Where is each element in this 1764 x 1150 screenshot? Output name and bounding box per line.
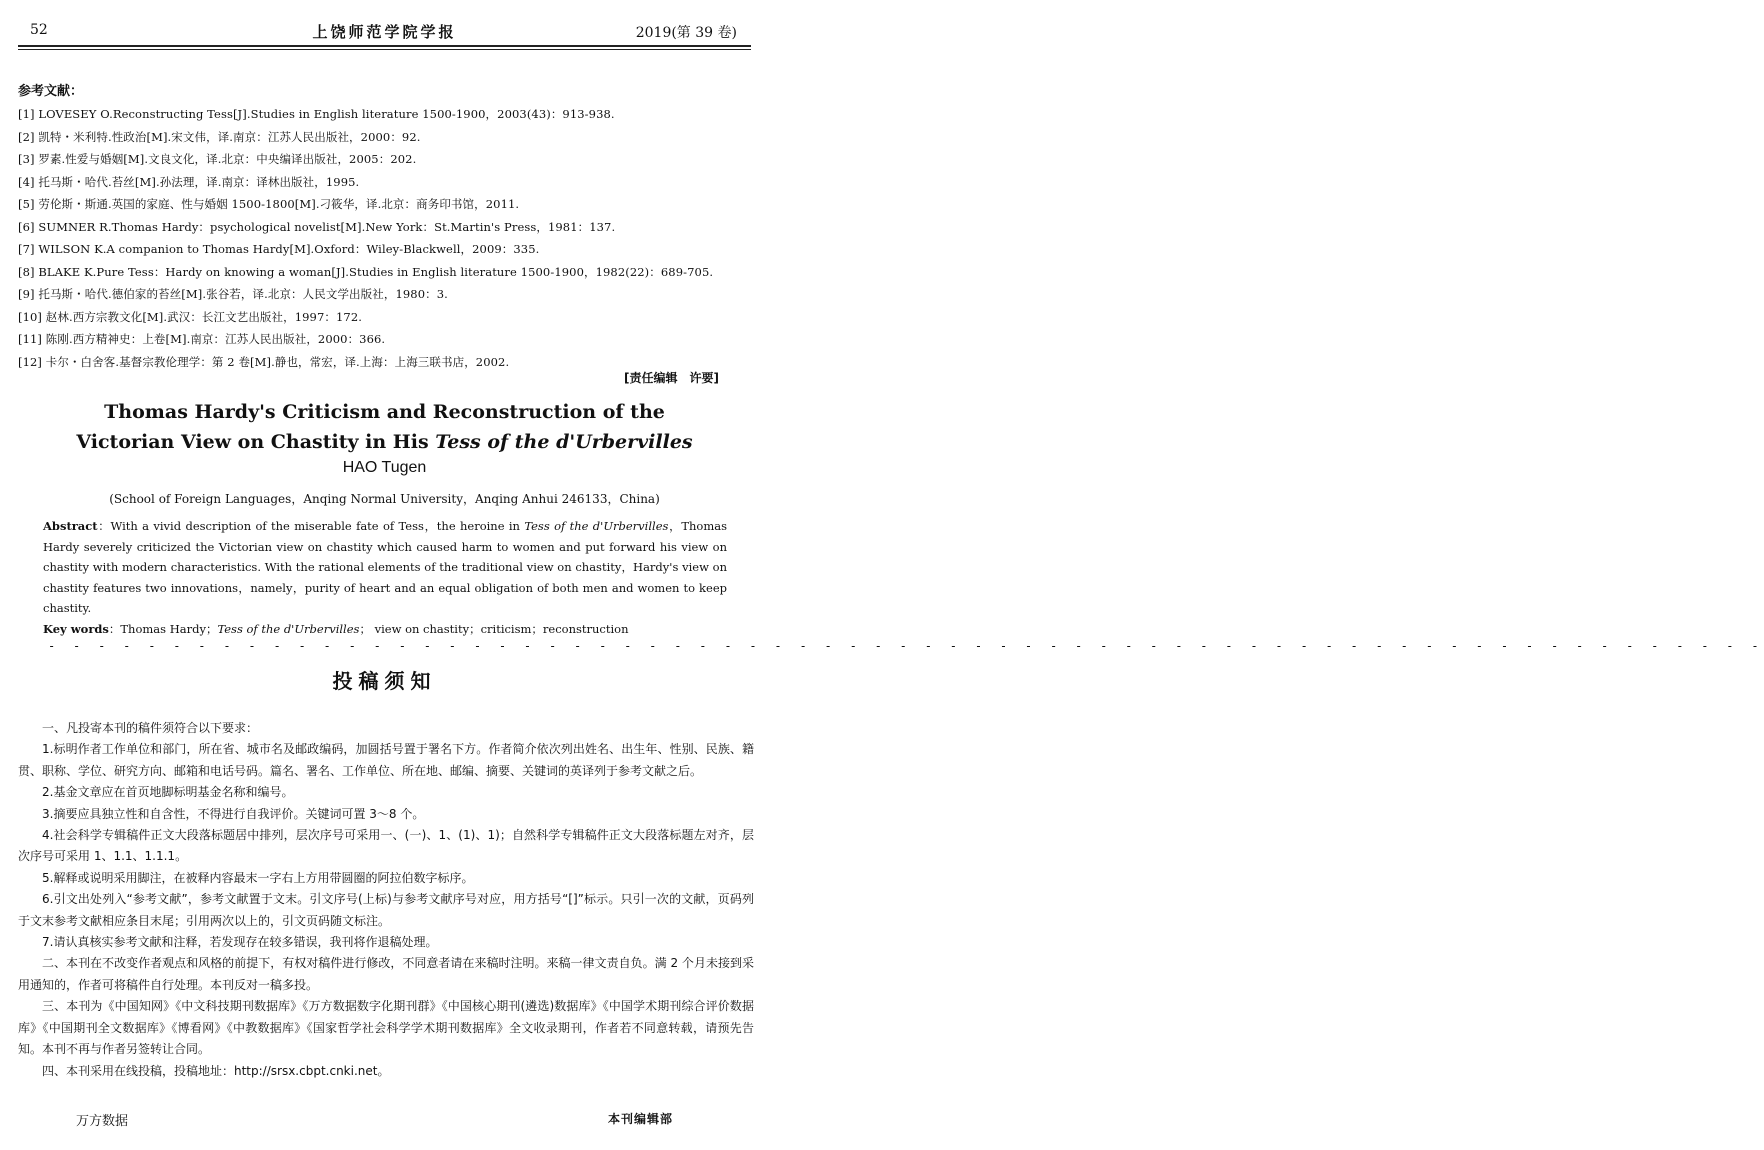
abstract (43, 516, 727, 619)
author-name: HAO Tugen (342, 459, 427, 476)
reference-item: [11] 陈刚.西方精神史：上卷[M].南京：江苏人民出版社，2000：366. (18, 332, 386, 346)
abstract-text-2: ，Thomas Hardy severely criticized the Victorian view on chastity which caused harm to women and put forward his view on chastity with modern characteristics. With the rational elements of the traditional view on chastity，Hardy's view on chastity features two innovations，namely，purity of heart and an equal obligation of both men and women to keep chastity. (43, 519, 727, 616)
abstract-label: Abstract (43, 519, 98, 533)
keywords-text-1: ：Thomas Hardy； (108, 622, 218, 636)
notice-paragraph: 2.基金文章应在首页地脚标明基金名称和编号。 (42, 785, 294, 800)
notice-paragraph: 二、本刊在不改变作者观点和风格的前提下，有权对稿件进行修改，不同意者请在来稿时注明。来稿一律文责自负。满 2 个月未接到采用通知的，作者可将稿件自行处理。本刊反对一稿多投。 (18, 956, 754, 992)
keywords-label: Key words (43, 622, 109, 636)
submission-notice (18, 718, 754, 1082)
reference-item: [12] 卡尔・白舍客.基督宗教伦理学：第 2 卷[M].静也，常宏，译.上海：上海三联书店，2002. (18, 354, 510, 369)
references-heading: 参考文献： (18, 84, 84, 99)
references-list (18, 103, 753, 373)
abstract-text-1: ：With a vivid description of the miserable fate of Tess，the heroine in (97, 519, 525, 533)
reference-item: [9] 托马斯・哈代.德伯家的苔丝[M].张谷若，译.北京：人民文学出版社，1980：3. (18, 287, 448, 301)
keywords-text-2: ； view on chastity；criticism；reconstruction (359, 622, 629, 636)
header-rule-thin (18, 49, 751, 50)
dashed-separator: - - - - - - - - - - - - - - - - - - - - - - - - - - - - - - - - - - - - - - - - - - - - - - - - - - - - - - - - - - - - - - - - - - - - - (48, 639, 1764, 653)
journal-name: 上饶师范学院学报 (312, 23, 457, 41)
title-line-2 (0, 427, 769, 457)
title-line-1: Thomas Hardy's Criticism and Reconstruction of the (104, 401, 665, 423)
reference-item: [3] 罗素.性爱与婚姻[M].文良文化，译.北京：中央编译出版社，2005：202. (18, 152, 417, 166)
notice-paragraph: 4.社会科学专辑稿件正文大段落标题居中排列，层次序号可采用一、(一)、1、(1)、1)；自然科学专辑稿件正文大段落标题左对齐，层次序号可采用 1、1.1、1.1.1。 (18, 828, 754, 864)
author-affiliation: (School of Foreign Languages，Anqing Normal University，Anqing Anhui 246133，China) (109, 492, 660, 506)
page-number: 52 (30, 22, 48, 38)
keywords-italic-title: Tess of the d'Urbervilles (217, 622, 360, 636)
title-line-2-prefix: Victorian View on Chastity in His (76, 431, 436, 453)
reference-item: [1] LOVESEY O.Reconstructing Tess[J].Studies in English literature 1500-1900，2003(43)：913-938. (18, 107, 615, 121)
reference-item: [10] 赵林.西方宗教文化[M].武汉：长江文艺出版社，1997：172. (18, 309, 362, 324)
reference-item: [7] WILSON K.A companion to Thomas Hardy[M].Oxford：Wiley-Blackwell，2009：335. (18, 242, 540, 256)
notice-paragraph: 5.解释或说明采用脚注，在被释内容最末一字右上方用带圆圈的阿拉伯数字标序。 (42, 870, 474, 885)
abstract-italic-title: Tess of the d'Urbervilles (524, 519, 669, 533)
reference-item: [5] 劳伦斯・斯通.英国的家庭、性与婚姻 1500-1800[M].刁筱华，译.北京：商务印书馆，2011. (18, 197, 520, 211)
title-line-2-italic: Tess of the d'Urbervilles (435, 431, 693, 453)
reference-item: [2] 凯特・米利特.性政治[M].宋文伟，译.南京：江苏人民出版社，2000：92. (18, 129, 421, 144)
year-volume: 2019(第 39 卷) (635, 25, 737, 41)
wanfang-watermark: 万方数据 (76, 1114, 129, 1129)
notice-paragraph: 一、凡投寄本刊的稿件须符合以下要求： (42, 721, 259, 735)
article-title (0, 397, 769, 457)
reference-item: [6] SUMNER R.Thomas Hardy：psychological novelist[M].New York：St.Martin's Press，1981：137. (18, 219, 616, 234)
responsible-editor: [责任编辑 许要] (624, 371, 719, 385)
header-rule-thick (18, 45, 751, 47)
notice-paragraph: 1.标明作者工作单位和部门，所在省、城市名及邮政编码，加圆括号置于署名下方。作者简介依次列出姓名、出生年、性别、民族、籍贯、职称、学位、研究方向、邮箱和电话号码。篇名、署名、工作单位、所在地、邮编、摘要、关键词的英译列于参考文献之后。 (18, 742, 754, 778)
keywords (43, 621, 629, 637)
notice-paragraph: 3.摘要应具独立性和自含性，不得进行自我评价。关键词可置 3～8 个。 (42, 806, 425, 821)
notice-paragraph: 四、本刊采用在线投稿，投稿地址：http://srsx.cbpt.cnki.net。 (42, 1063, 390, 1078)
notice-paragraph: 7.请认真核实参考文献和注释，若发现存在较多错误，我刊将作退稿处理。 (42, 935, 438, 950)
notice-title: 投稿须知 (332, 669, 437, 693)
notice-paragraph: 6.引文出处列入“参考文献”，参考文献置于文末。引文序号(上标)与参考文献序号对应，用方括号“[]”标示。只引一次的文献，页码列于文末参考文献相应条目末尾；引用两次以上的，引文页码随文标注。 (18, 892, 754, 928)
reference-item: [8] BLAKE K.Pure Tess：Hardy on knowing a woman[J].Studies in English literature 1500-1900，1982(22)：689-705. (18, 264, 714, 279)
notice-paragraph: 三、本刊为《中国知网》《中文科技期刊数据库》《万方数据数字化期刊群》《中国核心期刊(遴选)数据库》《中国学术期刊综合评价数据库》《中国期刊全文数据库》《博看网》《中教数据库》《国家哲学社会科学学术期刊数据库》全文收录期刊，作者若不同意转载，请预先告知。本刊不再与作者另签转让合同。 (18, 999, 754, 1057)
editorial-office: 本刊编辑部 (608, 1112, 674, 1126)
reference-item: [4] 托马斯・哈代.苔丝[M].孙法理，译.南京：译林出版社，1995. (18, 174, 360, 189)
page-header (18, 14, 751, 44)
